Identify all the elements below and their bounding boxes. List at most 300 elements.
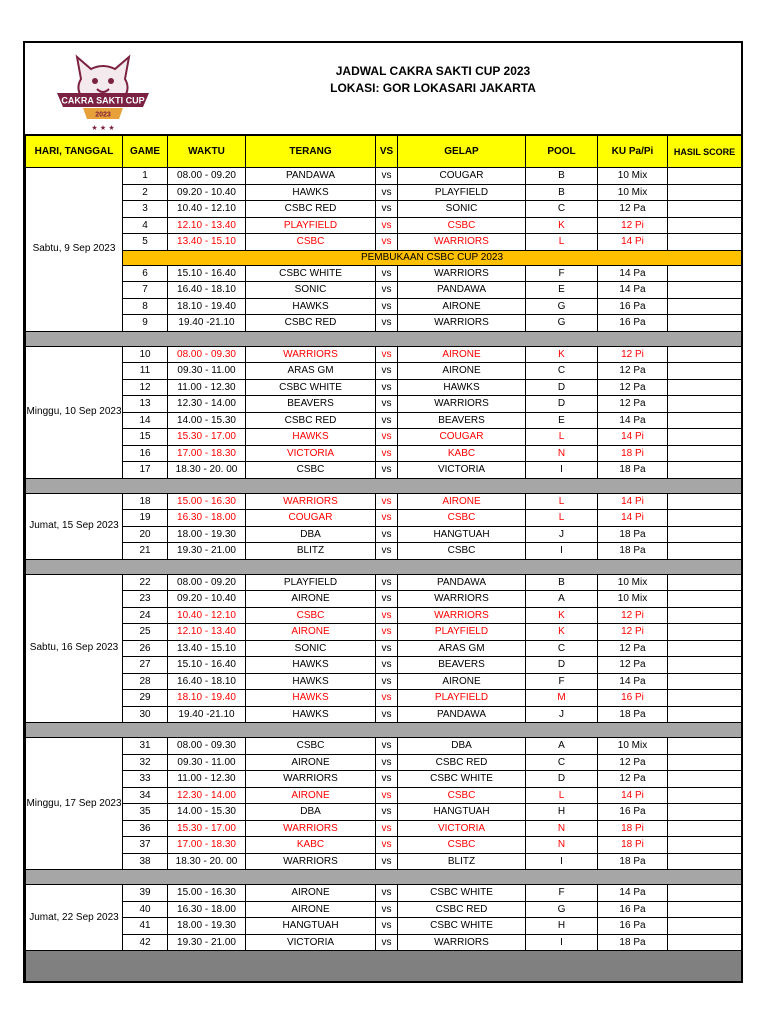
separator-cell: [26, 870, 742, 885]
vs-cell: vs: [376, 298, 398, 315]
match-row: [26, 526, 742, 543]
match-row: [26, 201, 742, 218]
terang-team-cell: AIRONE: [246, 901, 376, 918]
hasil-score-cell: [668, 282, 742, 299]
vs-cell: vs: [376, 624, 398, 641]
match-row: [26, 168, 742, 185]
time-cell: 10.40 - 12.10: [168, 201, 246, 218]
hasil-score-cell: [668, 607, 742, 624]
gelap-team-cell: BLITZ: [398, 853, 526, 870]
vs-cell: vs: [376, 346, 398, 363]
pool-cell: D: [526, 379, 598, 396]
terang-team-cell: PLAYFIELD: [246, 574, 376, 591]
match-row: [26, 607, 742, 624]
vs-cell: vs: [376, 738, 398, 755]
match-row: [26, 493, 742, 510]
terang-team-cell: WARRIORS: [246, 853, 376, 870]
pool-cell: G: [526, 298, 598, 315]
match-row: [26, 379, 742, 396]
time-cell: 17.00 - 18.30: [168, 445, 246, 462]
terang-team-cell: HAWKS: [246, 429, 376, 446]
schedule-sheet: [23, 41, 743, 983]
pool-cell: I: [526, 543, 598, 560]
match-row: [26, 234, 742, 251]
vs-cell: vs: [376, 234, 398, 251]
match-row: [26, 396, 742, 413]
game-cell: 32: [123, 754, 168, 771]
match-row: [26, 657, 742, 674]
vs-cell: vs: [376, 771, 398, 788]
vs-cell: vs: [376, 543, 398, 560]
day-separator-row: [26, 723, 742, 738]
vs-cell: vs: [376, 591, 398, 608]
hasil-score-cell: [668, 918, 742, 935]
game-cell: 6: [123, 265, 168, 282]
pool-cell: J: [526, 706, 598, 723]
vs-cell: vs: [376, 412, 398, 429]
time-cell: 15.00 - 16.30: [168, 885, 246, 902]
ku-category-cell: 12 Pi: [598, 624, 668, 641]
gelap-team-cell: CSBC: [398, 787, 526, 804]
time-cell: 19.30 - 21.00: [168, 543, 246, 560]
match-row: [26, 412, 742, 429]
hasil-score-cell: [668, 526, 742, 543]
gelap-team-cell: WARRIORS: [398, 934, 526, 951]
time-cell: 12.10 - 13.40: [168, 624, 246, 641]
ku-category-cell: 16 Pa: [598, 804, 668, 821]
hasil-score-cell: [668, 853, 742, 870]
gelap-team-cell: PLAYFIELD: [398, 184, 526, 201]
gelap-team-cell: WARRIORS: [398, 396, 526, 413]
time-cell: 12.30 - 14.00: [168, 787, 246, 804]
match-row: [26, 462, 742, 479]
day-date-cell: Sabtu, 16 Sep 2023: [26, 574, 123, 723]
hasil-score-cell: [668, 934, 742, 951]
hasil-score-cell: [668, 771, 742, 788]
pool-cell: F: [526, 265, 598, 282]
match-row: [26, 690, 742, 707]
hasil-score-cell: [668, 673, 742, 690]
game-cell: 42: [123, 934, 168, 951]
gelap-team-cell: PANDAWA: [398, 706, 526, 723]
game-cell: 40: [123, 901, 168, 918]
header-hari-tanggal: HARI, TANGGAL: [26, 136, 123, 168]
vs-cell: vs: [376, 901, 398, 918]
match-row: [26, 673, 742, 690]
hasil-score-cell: [668, 363, 742, 380]
ku-category-cell: 16 Pa: [598, 315, 668, 332]
svg-text:★ ★ ★: ★ ★ ★: [91, 124, 115, 132]
time-cell: 16.30 - 18.00: [168, 901, 246, 918]
game-cell: 5: [123, 234, 168, 251]
gelap-team-cell: WARRIORS: [398, 315, 526, 332]
vs-cell: vs: [376, 184, 398, 201]
ku-category-cell: 14 Pi: [598, 787, 668, 804]
day-separator-row: [26, 478, 742, 493]
terang-team-cell: HAWKS: [246, 690, 376, 707]
vs-cell: vs: [376, 853, 398, 870]
game-cell: 13: [123, 396, 168, 413]
time-cell: 09.30 - 11.00: [168, 754, 246, 771]
match-row: [26, 510, 742, 527]
ku-category-cell: 14 Pa: [598, 282, 668, 299]
footer-cell: [26, 951, 742, 982]
vs-cell: vs: [376, 462, 398, 479]
terang-team-cell: BLITZ: [246, 543, 376, 560]
hasil-score-cell: [668, 234, 742, 251]
game-cell: 7: [123, 282, 168, 299]
time-cell: 10.40 - 12.10: [168, 607, 246, 624]
terang-team-cell: WARRIORS: [246, 493, 376, 510]
game-cell: 3: [123, 201, 168, 218]
game-cell: 25: [123, 624, 168, 641]
terang-team-cell: ARAS GM: [246, 363, 376, 380]
gelap-team-cell: AIRONE: [398, 673, 526, 690]
gelap-team-cell: WARRIORS: [398, 234, 526, 251]
terang-team-cell: HANGTUAH: [246, 918, 376, 935]
vs-cell: vs: [376, 837, 398, 854]
ku-category-cell: 18 Pi: [598, 445, 668, 462]
hasil-score-cell: [668, 168, 742, 185]
pool-cell: L: [526, 787, 598, 804]
game-cell: 17: [123, 462, 168, 479]
terang-team-cell: PLAYFIELD: [246, 217, 376, 234]
vs-cell: vs: [376, 315, 398, 332]
terang-team-cell: AIRONE: [246, 885, 376, 902]
vs-cell: vs: [376, 820, 398, 837]
ku-category-cell: 12 Pa: [598, 201, 668, 218]
hasil-score-cell: [668, 706, 742, 723]
table-footer-row: [26, 951, 742, 982]
match-row: [26, 787, 742, 804]
terang-team-cell: CSBC: [246, 607, 376, 624]
time-cell: 17.00 - 18.30: [168, 837, 246, 854]
terang-team-cell: DBA: [246, 526, 376, 543]
game-cell: 38: [123, 853, 168, 870]
match-row: [26, 184, 742, 201]
terang-team-cell: DBA: [246, 804, 376, 821]
match-row: [26, 624, 742, 641]
time-cell: 13.40 - 15.10: [168, 234, 246, 251]
gelap-team-cell: CSBC: [398, 510, 526, 527]
time-cell: 19.40 -21.10: [168, 315, 246, 332]
table-header-row: [26, 136, 742, 168]
ku-category-cell: 14 Pa: [598, 885, 668, 902]
match-row: [26, 282, 742, 299]
match-row: [26, 217, 742, 234]
terang-team-cell: HAWKS: [246, 657, 376, 674]
vs-cell: vs: [376, 787, 398, 804]
hasil-score-cell: [668, 837, 742, 854]
location-title: LOKASI: GOR LOKASARI JAKARTA: [330, 81, 536, 95]
hasil-score-cell: [668, 217, 742, 234]
time-cell: 18.10 - 19.40: [168, 298, 246, 315]
terang-team-cell: CSBC RED: [246, 412, 376, 429]
match-row: [26, 445, 742, 462]
ku-category-cell: 18 Pa: [598, 934, 668, 951]
gelap-team-cell: CSBC: [398, 837, 526, 854]
terang-team-cell: HAWKS: [246, 298, 376, 315]
vs-cell: vs: [376, 918, 398, 935]
separator-cell: [26, 331, 742, 346]
ku-category-cell: 18 Pa: [598, 462, 668, 479]
ku-category-cell: 12 Pa: [598, 363, 668, 380]
game-cell: 15: [123, 429, 168, 446]
day-date-cell: Jumat, 22 Sep 2023: [26, 885, 123, 951]
pool-cell: L: [526, 510, 598, 527]
gelap-team-cell: AIRONE: [398, 363, 526, 380]
terang-team-cell: AIRONE: [246, 787, 376, 804]
terang-team-cell: BEAVERS: [246, 396, 376, 413]
ku-category-cell: 16 Pa: [598, 298, 668, 315]
ku-category-cell: 18 Pa: [598, 526, 668, 543]
ku-category-cell: 14 Pa: [598, 265, 668, 282]
ku-category-cell: 12 Pa: [598, 396, 668, 413]
hasil-score-cell: [668, 298, 742, 315]
game-cell: 39: [123, 885, 168, 902]
time-cell: 09.30 - 11.00: [168, 363, 246, 380]
ku-category-cell: 10 Mix: [598, 738, 668, 755]
pool-cell: I: [526, 853, 598, 870]
time-cell: 15.30 - 17.00: [168, 429, 246, 446]
ku-category-cell: 16 Pi: [598, 690, 668, 707]
gelap-team-cell: CSBC: [398, 217, 526, 234]
match-row: [26, 346, 742, 363]
ku-category-cell: 18 Pi: [598, 837, 668, 854]
vs-cell: vs: [376, 168, 398, 185]
ku-category-cell: 18 Pi: [598, 820, 668, 837]
gelap-team-cell: VICTORIA: [398, 820, 526, 837]
hasil-score-cell: [668, 493, 742, 510]
hasil-score-cell: [668, 820, 742, 837]
hasil-score-cell: [668, 462, 742, 479]
vs-cell: vs: [376, 934, 398, 951]
pool-cell: J: [526, 526, 598, 543]
gelap-team-cell: KABC: [398, 445, 526, 462]
day-date-cell: Minggu, 17 Sep 2023: [26, 738, 123, 870]
gelap-team-cell: BEAVERS: [398, 412, 526, 429]
ku-category-cell: 16 Pa: [598, 918, 668, 935]
opening-ceremony-row: [26, 250, 742, 265]
game-cell: 35: [123, 804, 168, 821]
gelap-team-cell: CSBC WHITE: [398, 771, 526, 788]
match-row: [26, 771, 742, 788]
ku-category-cell: 14 Pi: [598, 510, 668, 527]
gelap-team-cell: AIRONE: [398, 346, 526, 363]
terang-team-cell: CSBC RED: [246, 315, 376, 332]
time-cell: 18.10 - 19.40: [168, 690, 246, 707]
ku-category-cell: 12 Pi: [598, 217, 668, 234]
hasil-score-cell: [668, 184, 742, 201]
game-cell: 41: [123, 918, 168, 935]
time-cell: 08.00 - 09.20: [168, 574, 246, 591]
vs-cell: vs: [376, 363, 398, 380]
game-cell: 31: [123, 738, 168, 755]
hasil-score-cell: [668, 754, 742, 771]
hasil-score-cell: [668, 574, 742, 591]
pool-cell: N: [526, 820, 598, 837]
game-cell: 2: [123, 184, 168, 201]
ku-category-cell: 14 Pa: [598, 412, 668, 429]
time-cell: 14.00 - 15.30: [168, 804, 246, 821]
gelap-team-cell: AIRONE: [398, 298, 526, 315]
vs-cell: vs: [376, 396, 398, 413]
ku-category-cell: 10 Mix: [598, 168, 668, 185]
terang-team-cell: HAWKS: [246, 184, 376, 201]
time-cell: 09.20 - 10.40: [168, 591, 246, 608]
game-cell: 26: [123, 640, 168, 657]
time-cell: 13.40 - 15.10: [168, 640, 246, 657]
day-date-cell: Minggu, 10 Sep 2023: [26, 346, 123, 478]
logo-year-text: 2023: [95, 111, 111, 119]
game-cell: 12: [123, 379, 168, 396]
separator-cell: [26, 723, 742, 738]
pool-cell: K: [526, 346, 598, 363]
pool-cell: B: [526, 184, 598, 201]
match-row: [26, 640, 742, 657]
time-cell: 14.00 - 15.30: [168, 412, 246, 429]
game-cell: 14: [123, 412, 168, 429]
game-cell: 4: [123, 217, 168, 234]
match-row: [26, 918, 742, 935]
terang-team-cell: HAWKS: [246, 673, 376, 690]
game-cell: 29: [123, 690, 168, 707]
hasil-score-cell: [668, 543, 742, 560]
terang-team-cell: CSBC WHITE: [246, 265, 376, 282]
ku-category-cell: 12 Pi: [598, 607, 668, 624]
hasil-score-cell: [668, 379, 742, 396]
vs-cell: vs: [376, 510, 398, 527]
hasil-score-cell: [668, 315, 742, 332]
header-vs: VS: [376, 136, 398, 168]
time-cell: 19.30 - 21.00: [168, 934, 246, 951]
ku-category-cell: 10 Mix: [598, 574, 668, 591]
pool-cell: B: [526, 574, 598, 591]
vs-cell: vs: [376, 526, 398, 543]
match-row: [26, 315, 742, 332]
header-pool: POOL: [526, 136, 598, 168]
time-cell: 19.40 -21.10: [168, 706, 246, 723]
ku-category-cell: 12 Pa: [598, 379, 668, 396]
time-cell: 11.00 - 12.30: [168, 379, 246, 396]
time-cell: 16.40 - 18.10: [168, 282, 246, 299]
time-cell: 09.20 - 10.40: [168, 184, 246, 201]
pool-cell: E: [526, 412, 598, 429]
gelap-team-cell: AIRONE: [398, 493, 526, 510]
header-hasil-score: HASIL SCORE: [668, 136, 742, 168]
ku-category-cell: 16 Pa: [598, 901, 668, 918]
match-row: [26, 837, 742, 854]
gelap-team-cell: BEAVERS: [398, 657, 526, 674]
gelap-team-cell: CSBC WHITE: [398, 918, 526, 935]
ku-category-cell: 10 Mix: [598, 184, 668, 201]
gelap-team-cell: COUGAR: [398, 168, 526, 185]
game-cell: 34: [123, 787, 168, 804]
day-date-cell: Sabtu, 9 Sep 2023: [26, 168, 123, 332]
vs-cell: vs: [376, 201, 398, 218]
opening-ceremony-cell: PEMBUKAAN CSBC CUP 2023: [123, 250, 742, 265]
vs-cell: vs: [376, 706, 398, 723]
header-ku: KU Pa/Pi: [598, 136, 668, 168]
pool-cell: A: [526, 591, 598, 608]
terang-team-cell: WARRIORS: [246, 346, 376, 363]
gelap-team-cell: DBA: [398, 738, 526, 755]
time-cell: 16.30 - 18.00: [168, 510, 246, 527]
hasil-score-cell: [668, 738, 742, 755]
gelap-team-cell: HANGTUAH: [398, 804, 526, 821]
terang-team-cell: CSBC: [246, 462, 376, 479]
pool-cell: I: [526, 934, 598, 951]
pool-cell: C: [526, 640, 598, 657]
hasil-score-cell: [668, 640, 742, 657]
document-header: [25, 43, 741, 135]
gelap-team-cell: CSBC RED: [398, 901, 526, 918]
hasil-score-cell: [668, 445, 742, 462]
pool-cell: A: [526, 738, 598, 755]
vs-cell: vs: [376, 574, 398, 591]
game-cell: 28: [123, 673, 168, 690]
vs-cell: vs: [376, 754, 398, 771]
terang-team-cell: SONIC: [246, 282, 376, 299]
ku-category-cell: 18 Pa: [598, 706, 668, 723]
terang-team-cell: KABC: [246, 837, 376, 854]
pool-cell: G: [526, 315, 598, 332]
day-date-cell: Jumat, 15 Sep 2023: [26, 493, 123, 559]
terang-team-cell: VICTORIA: [246, 934, 376, 951]
ku-category-cell: 12 Pa: [598, 754, 668, 771]
vs-cell: vs: [376, 429, 398, 446]
terang-team-cell: CSBC: [246, 738, 376, 755]
terang-team-cell: WARRIORS: [246, 771, 376, 788]
game-cell: 37: [123, 837, 168, 854]
time-cell: 18.00 - 19.30: [168, 918, 246, 935]
vs-cell: vs: [376, 690, 398, 707]
day-separator-row: [26, 870, 742, 885]
gelap-team-cell: CSBC: [398, 543, 526, 560]
ku-category-cell: 14 Pi: [598, 429, 668, 446]
game-cell: 21: [123, 543, 168, 560]
pool-cell: N: [526, 837, 598, 854]
game-cell: 11: [123, 363, 168, 380]
pool-cell: K: [526, 607, 598, 624]
hasil-score-cell: [668, 657, 742, 674]
pool-cell: K: [526, 217, 598, 234]
gelap-team-cell: HAWKS: [398, 379, 526, 396]
pool-cell: H: [526, 804, 598, 821]
terang-team-cell: PANDAWA: [246, 168, 376, 185]
pool-cell: H: [526, 918, 598, 935]
time-cell: 15.10 - 16.40: [168, 657, 246, 674]
match-row: [26, 429, 742, 446]
pool-cell: K: [526, 624, 598, 641]
vs-cell: vs: [376, 282, 398, 299]
game-cell: 23: [123, 591, 168, 608]
gelap-team-cell: PLAYFIELD: [398, 690, 526, 707]
pool-cell: M: [526, 690, 598, 707]
game-cell: 20: [123, 526, 168, 543]
hasil-score-cell: [668, 429, 742, 446]
time-cell: 18.30 - 20. 00: [168, 853, 246, 870]
gelap-team-cell: WARRIORS: [398, 591, 526, 608]
vs-cell: vs: [376, 640, 398, 657]
day-separator-row: [26, 331, 742, 346]
vs-cell: vs: [376, 493, 398, 510]
gelap-team-cell: PANDAWA: [398, 282, 526, 299]
hasil-score-cell: [668, 901, 742, 918]
separator-cell: [26, 559, 742, 574]
terang-team-cell: AIRONE: [246, 591, 376, 608]
match-row: [26, 885, 742, 902]
